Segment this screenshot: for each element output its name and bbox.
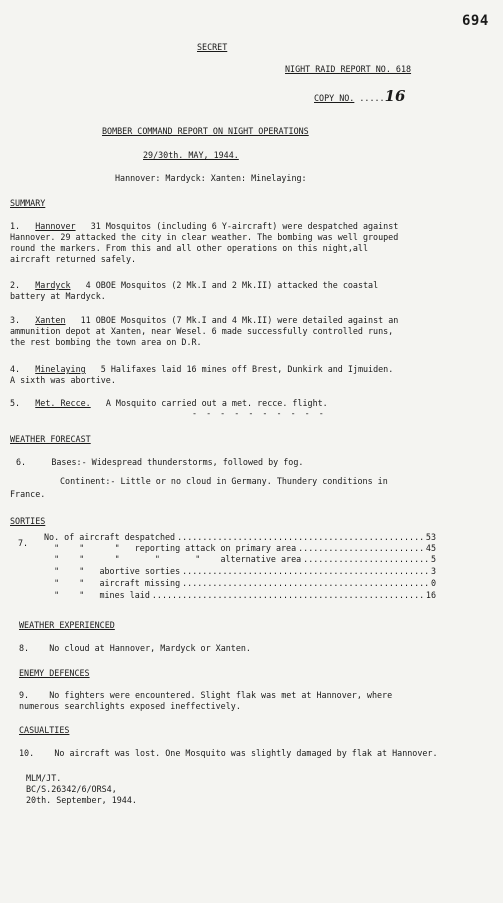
forecast-bases-text: Bases:- Widespread thunderstorms, followed by fog. <box>51 457 304 467</box>
item-number: 1. <box>10 221 21 231</box>
item-text: 5 Halifaxes laid 16 mines off Brest, Dunkirk and Ijmuiden. <box>100 364 394 374</box>
weather-forecast-continent: Continent:- Little or no cloud in Germany. Thundery conditions in <box>60 476 388 486</box>
summary-item-3-line-2: ammunition depot at Xanten, near Wesel. 6 made successfully controlled runs, <box>10 326 394 336</box>
separator-line: - - - - - - - - - - <box>192 408 326 418</box>
weather-forecast-bases <box>16 457 303 467</box>
summary-item-3 <box>10 315 398 325</box>
summary-item-4-line-2: A sixth was abortive. <box>10 375 116 385</box>
copy-number-line: ..... <box>359 93 385 103</box>
weather-forecast-continent-cont: France. <box>10 489 46 499</box>
item-place: Xanten <box>35 315 66 325</box>
summary-heading: SUMMARY <box>10 198 46 208</box>
summary-item-1-line-4: aircraft returned safely. <box>10 254 137 264</box>
weather-forecast-heading: WEATHER FORECAST <box>10 434 91 444</box>
copy-number <box>314 87 406 105</box>
report-date: 29/30th. MAY, 1944. <box>143 150 239 160</box>
weather-experienced-item <box>19 643 251 653</box>
item-number: 10. <box>19 748 35 758</box>
item-number: 2. <box>10 280 21 290</box>
sorties-row-primary: " " " reporting attack on primary area ..... 45 <box>44 543 436 553</box>
casualties-item <box>19 748 503 758</box>
casualties-heading: CASUALTIES <box>19 725 70 735</box>
item-number: 3. <box>10 315 21 325</box>
footer-reference: BC/S.26342/6/ORS4, <box>26 784 117 794</box>
weather-experienced-heading: WEATHER EXPERIENCED <box>19 620 115 630</box>
item-number: 6. <box>16 457 27 467</box>
summary-item-2-line-2: battery at Mardyck. <box>10 291 106 301</box>
summary-item-5 <box>10 398 328 408</box>
summary-item-3-line-3: the rest bombing the town area on D.R. <box>10 337 202 347</box>
summary-item-4 <box>10 364 393 374</box>
targets-line: Hannover: Mardyck: Xanten: Minelaying: <box>115 173 307 183</box>
summary-item-2 <box>10 280 378 290</box>
report-title: BOMBER COMMAND REPORT ON NIGHT OPERATIONS <box>102 126 309 136</box>
item-number: 5. <box>10 398 21 408</box>
copy-number-value: 16 <box>384 87 406 105</box>
item-place: Minelaying <box>35 364 86 374</box>
summary-item-1 <box>10 221 398 231</box>
footer-initials: MLM/JT. <box>26 773 62 783</box>
sorties-row-missing: " " aircraft missing ..... 0 <box>44 578 436 588</box>
summary-item-1-line-2: Hannover. 29 attacked the city in clear weather. The bombing was well grouped <box>10 232 399 242</box>
page-number: 694 <box>462 13 489 29</box>
item-place: Mardyck <box>35 280 71 290</box>
item-text: A Mosquito carried out a met. recce. flight. <box>105 398 328 408</box>
copy-number-label: COPY NO. <box>314 93 355 103</box>
footer-date: 20th. September, 1944. <box>26 795 137 805</box>
sorties-row-despatched: No. of aircraft despatched ..... 53 <box>44 532 436 542</box>
enemy-defences-line-2: numerous searchlights exposed ineffectively. <box>19 701 241 711</box>
enemy-defences-item <box>19 690 392 700</box>
item-place: Hannover <box>35 221 76 231</box>
item-place: Met. Recce. <box>35 398 91 408</box>
weather-experienced-text: No cloud at Hannover, Mardyck or Xanten. <box>49 643 251 653</box>
item-text: 11 OBOE Mosquitos (7 Mk.I and 4 Mk.II) were detailed against an <box>80 315 399 325</box>
casualties-text: No aircraft was lost. One Mosquito was slightly damaged by flak at Hannover. <box>54 748 438 758</box>
sorties-heading: SORTIES <box>10 516 46 526</box>
report-number: NIGHT RAID REPORT NO. 618 <box>285 64 412 74</box>
classification-marking: SECRET <box>197 42 228 52</box>
item-text: 31 Mosquitos (including 6 Y-aircraft) were despatched against <box>90 221 399 231</box>
item-number: 8. <box>19 643 30 653</box>
sorties-row-mines: " " mines laid ..... 16 <box>44 590 436 600</box>
sorties-item-number: 7. <box>18 538 29 548</box>
summary-item-1-line-3: round the markers. From this and all other operations on this night,all <box>10 243 368 253</box>
enemy-defences-text: No fighters were encountered. Slight flak was met at Hannover, where <box>49 690 393 700</box>
item-text: 4 OBOE Mosquitos (2 Mk.I and 2 Mk.II) attacked the coastal <box>85 280 379 290</box>
item-number: 9. <box>19 690 30 700</box>
sorties-row-alternative: " " " " " alternative area ..... 5 <box>44 554 436 564</box>
item-number: 4. <box>10 364 21 374</box>
sorties-row-abortive: " " abortive sorties ..... 3 <box>44 566 436 576</box>
enemy-defences-heading: ENEMY DEFENCES <box>19 668 90 678</box>
